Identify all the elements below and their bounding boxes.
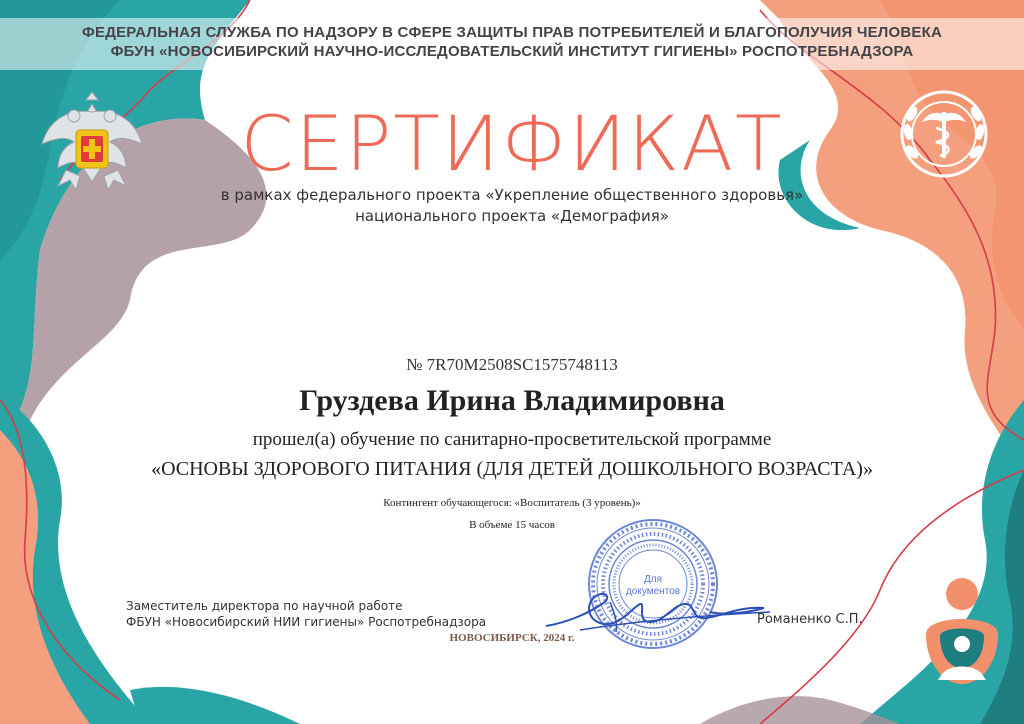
person-figure-icon	[916, 574, 1008, 704]
certificate-title: СЕРТИФИКАТ	[240, 99, 784, 188]
header-line-2: ФБУН «НОВОСИБИРСКИЙ НАУЧНО-ИССЛЕДОВАТЕЛЬСКИЙ ИНСТИТУТ ГИГИЕНЫ» РОСПОТРЕБНАДЗОРА	[110, 43, 914, 60]
course-description: прошел(а) обучение по санитарно-просветительской программе	[252, 429, 772, 450]
volume-text: В объеме 15 часов	[469, 519, 555, 531]
header-line-1: ФЕДЕРАЛЬНАЯ СЛУЖБА ПО НАДЗОРУ В СФЕРЕ ЗАЩИТЫ ПРАВ ПОТРЕБИТЕЛЕЙ И БЛАГОПОЛУЧИЯ ЧЕЛОВЕКА	[82, 24, 942, 41]
city-year: НОВОСИБИРСК, 2024 г.	[449, 632, 575, 644]
stamp-text-line-2: документов	[625, 586, 681, 597]
program-title: «ОСНОВЫ ЗДОРОВОГО ПИТАНИЯ (ДЛЯ ДЕТЕЙ ДОШКОЛЬНОГО ВОЗРАСТА)»	[151, 458, 873, 480]
stamp-text-line-1: Для	[643, 574, 663, 585]
contingent-text: Контингент обучающегося: «Воспитатель (3 уровень)»	[383, 497, 641, 509]
recipient-name: Груздева Ирина Владимировна	[299, 384, 725, 417]
certificate-number: № 7R70M2508SC1575748113	[406, 355, 618, 374]
signatory-position-line-1: Заместитель директора по научной работе	[126, 599, 403, 613]
subtitle-line-1: в рамках федерального проекта «Укрепление общественного здоровья»	[220, 186, 804, 204]
signatory-position-line-2: ФБУН «Новосибирский НИИ гигиены» Роспотребнадзора	[126, 615, 487, 629]
subtitle-line-2: национального проекта «Демография»	[355, 207, 669, 225]
signatory-name: Романенко С.П.	[757, 612, 863, 627]
